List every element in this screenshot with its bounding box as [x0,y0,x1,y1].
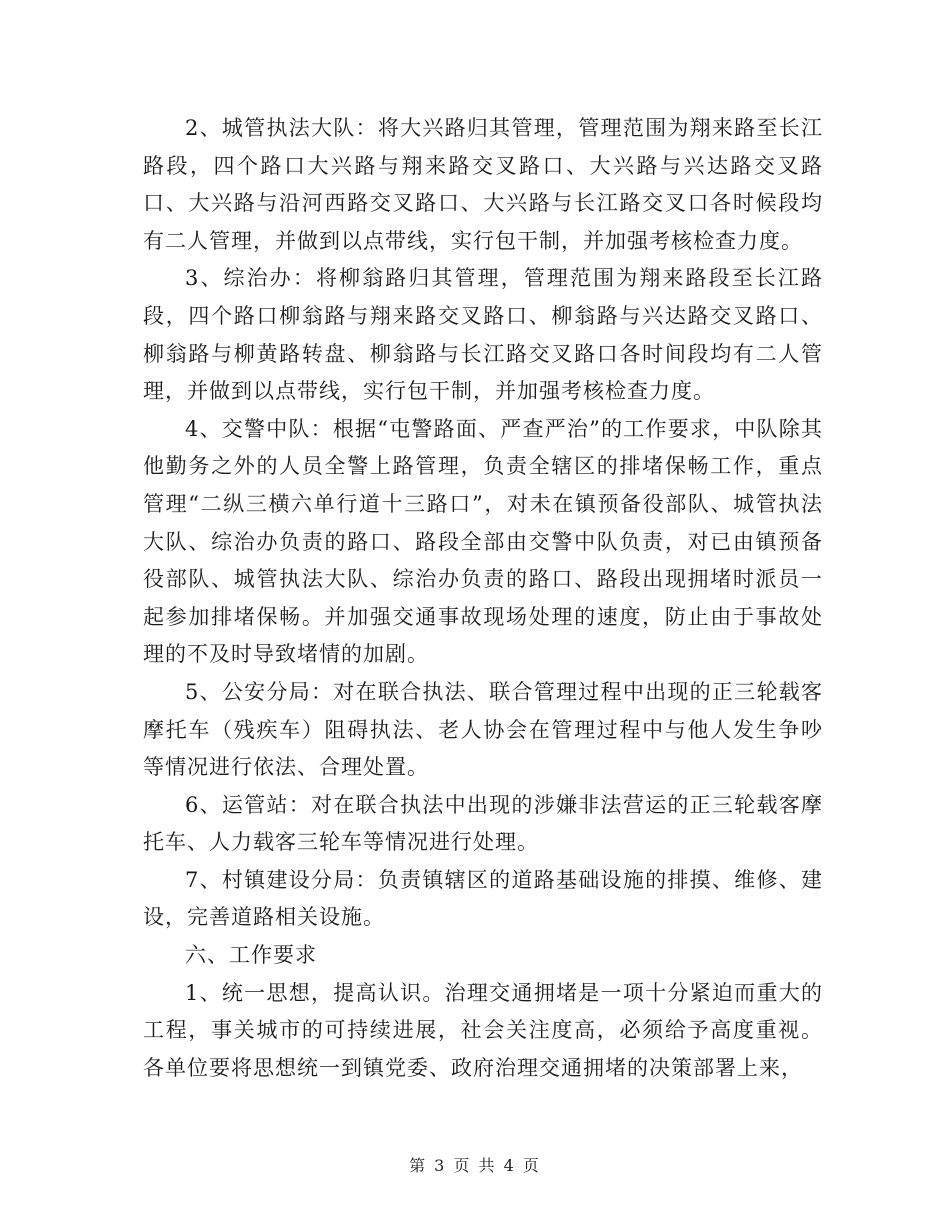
section-heading: 六、工作要求 [185,943,317,968]
paragraph-yunguan: 6、运管站：对在联合执法中出现的涉嫌非法营运的正三轮载客摩托车、人力载客三轮车等情况进行处理。 [143,792,823,855]
page-number: 第 3 页 共 4 页 [409,1156,541,1175]
paragraph-chengguan: 2、城管执法大队：将大兴路归其管理，管理范围为翔来路至长江路段，四个路口大兴路与翔来路交叉路口、大兴路与兴达路交叉路口、大兴路与沿河西路交叉路口、大兴路与长江路交叉口各时候段均有二人管理，并做到以点带线，实行包干制，并加强考核检查力度。 [143,116,823,253]
paragraph-gongan: 5、公安分局：对在联合执法、联合管理过程中出现的正三轮载客摩托车（残疾车）阻碍执法、老人协会在管理过程中与他人发生争吵等情况进行依法、合理处置。 [143,679,823,780]
paragraph-jiaojing: 4、交警中队：根据“屯警路面、严查严治”的工作要求，中队除其他勤务之外的人员全警上路管理，负责全辖区的排堵保畅工作，重点管理“二纵三横六单行道十三路口”，对未在镇预备役部队、城管执法大队、综治办负责的路口、路段全部由交警中队负责，对已由镇预备役部队、城管执法大队、综治办负责的路口、路段出现拥堵时派员一起参加排堵保畅。并加强交通事故现场处理的速度，防止由于事故处理的不及时导致堵情的加剧。 [143,416,823,667]
paragraph-requirement-1: 1、统一思想，提高认识。治理交通拥堵是一项十分紧迫而重大的工程，事关城市的可持续进展，社会关注度高，必须给予高度重视。各单位要将思想统一到镇党委、政府治理交通拥堵的决策部署上来， [143,980,823,1080]
document-body [143,110,823,1087]
paragraph-zongzhiban: 3、综治办：将柳翁路归其管理，管理范围为翔来路段至长江路段，四个路口柳翁路与翔来路交叉路口、柳翁路与兴达路交叉路口、柳翁路与柳黄路转盘、柳翁路与长江路交叉路口各时间段均有二人管理，并做到以点带线，实行包干制，并加强考核检查力度。 [143,266,823,404]
paragraph-cunzhen: 7、村镇建设分局：负责镇辖区的道路基础设施的排摸、维修、建设，完善道路相关设施。 [143,867,823,930]
